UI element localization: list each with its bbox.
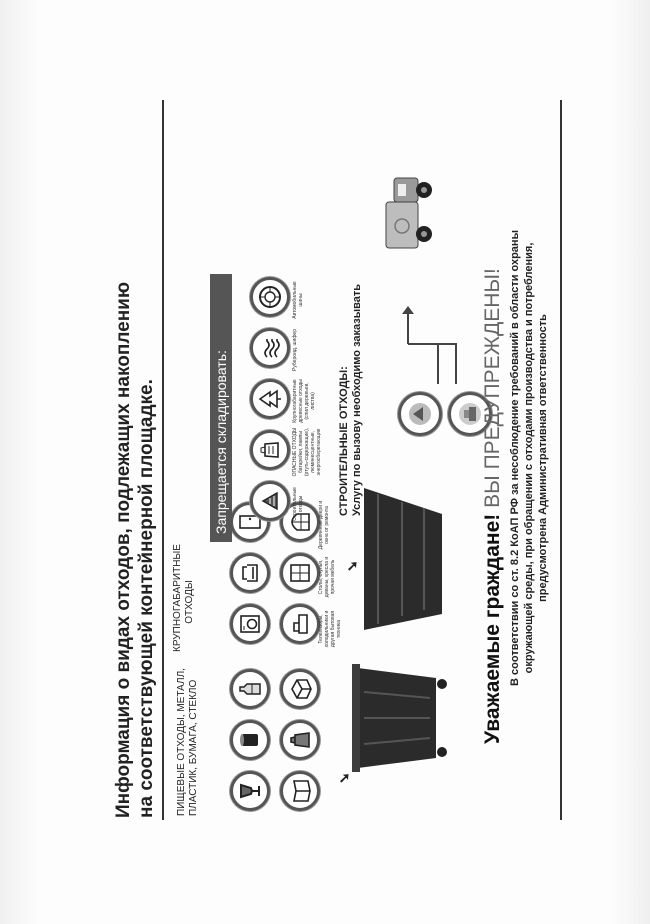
roofing-icon [250,328,290,368]
warning-body-line2: окружающей среды, при обращении с отходами производства и потребления, [523,242,535,674]
bottom-divider [560,100,562,820]
food-container-bin [350,662,450,774]
top-divider [162,100,164,820]
tree-icon [250,379,290,419]
recycle-rubble-icon [398,392,442,436]
truck-icon [378,172,440,252]
poster-title [112,98,158,818]
construction-heading: СТРОИТЕЛЬНЫЕ ОТХОДЫ: [338,366,350,516]
cabinet-icon [280,553,320,593]
warning-title [480,268,506,744]
warning-title-black: Уважаемые граждане! [481,513,504,744]
forbidden-caption-construction: Строительные отходы [292,487,304,521]
warning-body-line3: предусмотрена Административная ответственность [537,314,549,602]
forbidden-caption-wood: Крупногабаритные древесные отходы (спил деревьев, листва) [292,379,316,423]
bulky-heading-line1: КРУПНОГАБАРИТНЫЕ [172,544,183,652]
book-icon [280,771,320,811]
forbidden-caption-roofing: Рубероид, шифер [292,329,298,372]
forbidden-caption-hazardous: ОПАСНЫЕ ОТХОДЫ батарейки, лампы (ртуть-содержащие), люминесцентные, энергосберегающие [292,427,322,477]
arrow-to-food-bin-icon: ➘ [336,772,352,784]
arrow-to-bulky-bin-icon: ➘ [344,560,360,572]
box-icon [280,669,320,709]
food-heading-line1: ПИЩЕВЫЕ ОТХОДЫ, МЕТАЛЛ, [176,668,187,816]
bulky-caption-doors: Деревянные двери и окна от ремонта [318,500,330,550]
warning-body [508,178,550,738]
can-icon [230,720,270,760]
food-section-heading [176,668,200,816]
washing-machine-icon [230,604,270,644]
poster-title-line1: Информация о видах отходов, подлежащих накоплению [113,281,134,818]
hazard-bag-icon [250,430,290,470]
bulky-heading-line2: ОТХОДЫ [184,580,195,624]
food-heading-line2: ПЛАСТИК, БУМАГА, СТЕКЛО [188,679,199,816]
poster-title-line2: на соответствующей контейнерной площадке. [136,379,157,818]
warning-body-line1: В соответствии со ст. 8.2 КоАП РФ за несоблюдение требований в области охраны [509,230,521,686]
flow-arrow-icon [396,304,466,384]
bulky-caption-furniture: Столы, стулья, диваны, кресла и прочая мебель [318,556,336,598]
sofa-icon [280,604,320,644]
forbidden-caption-tires: Автомобильные шины [292,281,304,319]
glass-icon [230,771,270,811]
construction-section [338,284,364,516]
bulky-container-bin [358,484,448,634]
armchair-icon [230,553,270,593]
garbage-bag-icon [280,720,320,760]
construction-subheading: Услугу по вызову необходимо заказывать [351,283,363,516]
forbidden-banner: Запрещается складировать: [210,274,232,542]
bottle-icon [230,669,270,709]
bricks-icon [250,481,290,521]
warning-title-grey: ВЫ ПРЕДУПРЕЖДЕНЫ! [481,268,504,508]
tire-icon [250,277,290,317]
bulky-caption-appliances: Телевизоры, холодильники и другая бытовая техника [318,610,342,648]
bulky-section-heading [172,544,196,652]
